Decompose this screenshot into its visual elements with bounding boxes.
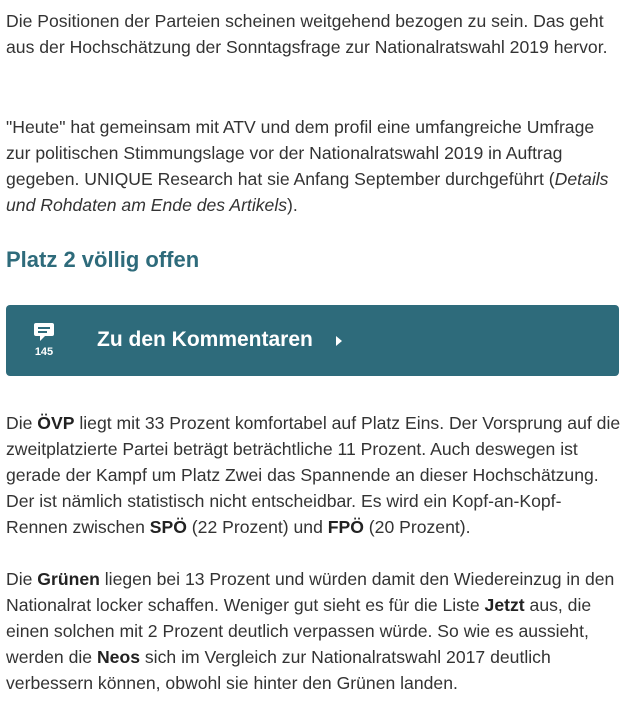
paragraph-results-top <box>6 410 623 540</box>
section-heading: Platz 2 völlig offen <box>6 247 200 272</box>
p3-text-3: (22 Prozent) und <box>186 517 328 537</box>
speech-bubble-icon <box>33 322 55 342</box>
party-neos: Neos <box>96 647 140 667</box>
paragraph-survey <box>6 114 623 218</box>
comment-count: 145 <box>34 346 54 358</box>
caret-right-icon <box>336 336 342 346</box>
comment-badge <box>30 322 58 362</box>
paragraph-intro-text: Die Positionen der Parteien scheinen weitgehend bezogen zu sein. Das geht aus der Hochschätzung der Sonntagsfrage zur Nationalratswahl 2019 hervor. <box>6 11 608 57</box>
party-gruene: Grünen <box>37 569 100 589</box>
party-oevp: ÖVP <box>37 413 75 433</box>
p3-text-1: Die <box>6 413 38 433</box>
paragraph-survey-text: "Heute" hat gemeinsam mit ATV und dem profil eine umfangreiche Umfrage zur politischen Stimmungslage vor der Nationalratswahl 2019 in Auftrag gegeben. UNIQUE Research hat sie Anfang September durchgeführt ( <box>6 117 595 189</box>
party-fpoe: FPÖ <box>327 517 364 537</box>
comments-button[interactable] <box>6 305 619 376</box>
p3-text-4: (20 Prozent). <box>363 517 471 537</box>
p4-text-3: aus, die einen solchen mit 2 Prozent deutlich verpassen würde. So wie es aussieht, werden die <box>6 595 592 667</box>
paragraph-intro <box>6 8 623 60</box>
party-jetzt: Jetzt <box>484 595 525 615</box>
p4-text-2: liegen bei 13 Prozent und würden damit den Wiedereinzug in den Nationalrat locker schaffen. Weniger gut sieht es für die Liste <box>6 569 615 615</box>
details-link[interactable]: Details und Rohdaten am Ende des Artikels <box>6 169 609 215</box>
p4-text-1: Die <box>6 569 38 589</box>
party-spoe: SPÖ <box>149 517 187 537</box>
paragraph-survey-end: ). <box>287 195 298 215</box>
paragraph-results-small <box>6 566 623 696</box>
comments-label: Zu den Kommentaren <box>97 328 313 351</box>
p3-text-2: liegt mit 33 Prozent komfortabel auf Platz Eins. Der Vorsprung auf die zweitplatzierte Partei beträgt beträchtliche 11 Prozent. Auch deswegen ist gerade der Kampf um Platz Zwei das Spannende an dieser Hochschätzung. Der ist nämlich statistisch nicht entscheidbar. Es wird ein Kopf-an-Kopf-Rennen zwischen <box>6 413 621 537</box>
p4-text-4: sich im Vergleich zur Nationalratswahl 2017 deutlich verbessern können, obwohl sie hinter den Grünen landen. <box>6 647 551 693</box>
